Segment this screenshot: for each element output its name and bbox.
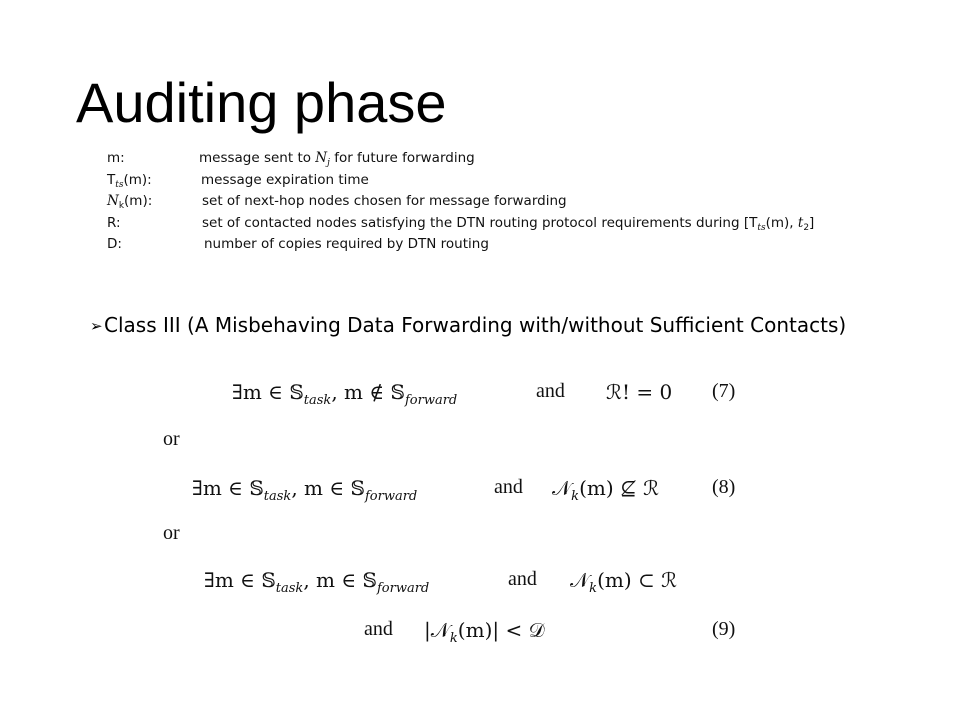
definition-desc: message expiration time <box>201 171 369 188</box>
and-word: and <box>364 618 393 640</box>
definition-desc: message sent to $N_j$ for future forwarding <box>199 150 475 168</box>
and-word: and <box>508 568 537 590</box>
definition-term: $N_k(m)$: <box>107 193 153 211</box>
equation-9-rhs-b: |𝒩$_k$(m)| < 𝒟 <box>424 618 545 646</box>
definition-term: $T_{ts}(m)$: <box>107 171 152 190</box>
equation-7-rhs: ℛ! = 0 <box>606 380 673 404</box>
equation-number: (8) <box>712 476 736 498</box>
equation-9-lhs: ∃m ∈ 𝕊$_{task}$, m ∈ 𝕊$_{forward}$ <box>204 568 430 596</box>
or-word: or <box>163 428 180 450</box>
or-word: or <box>163 522 180 544</box>
bullet-text: Class III (A Misbehaving Data Forwarding with/without Sufficient Contacts) <box>104 313 847 337</box>
equation-number: (9) <box>712 618 736 640</box>
definition-desc: set of next-hop nodes chosen for message forwarding <box>202 193 567 209</box>
definition-desc: set of contacted nodes satisfying the DTN routing protocol requirements during [$T_{ts}(m)$, $t_2$] <box>202 214 815 233</box>
slide-title: Auditing phase <box>76 71 447 134</box>
definition-term: R: <box>107 214 121 231</box>
definition-desc: number of copies required by DTN routing <box>204 236 489 252</box>
bullet-class-iii <box>90 313 846 337</box>
equation-8-rhs: 𝒩$_k$(m) ⊈ ℛ <box>552 476 660 504</box>
and-word: and <box>494 476 523 498</box>
equation-8-lhs: ∃m ∈ 𝕊$_{task}$, m ∈ 𝕊$_{forward}$ <box>192 476 418 504</box>
and-word: and <box>536 380 565 402</box>
equation-number: (7) <box>712 380 736 402</box>
definition-term: m: <box>107 150 125 166</box>
right-arrow-bullet-icon: ➢ <box>90 317 103 335</box>
definition-term: D: <box>107 236 122 252</box>
equation-9-rhs-a: 𝒩$_k$(m) ⊂ ℛ <box>570 568 678 596</box>
equation-7-lhs: ∃m ∈ 𝕊$_{task}$, m ∉ 𝕊$_{forward}$ <box>232 380 458 408</box>
